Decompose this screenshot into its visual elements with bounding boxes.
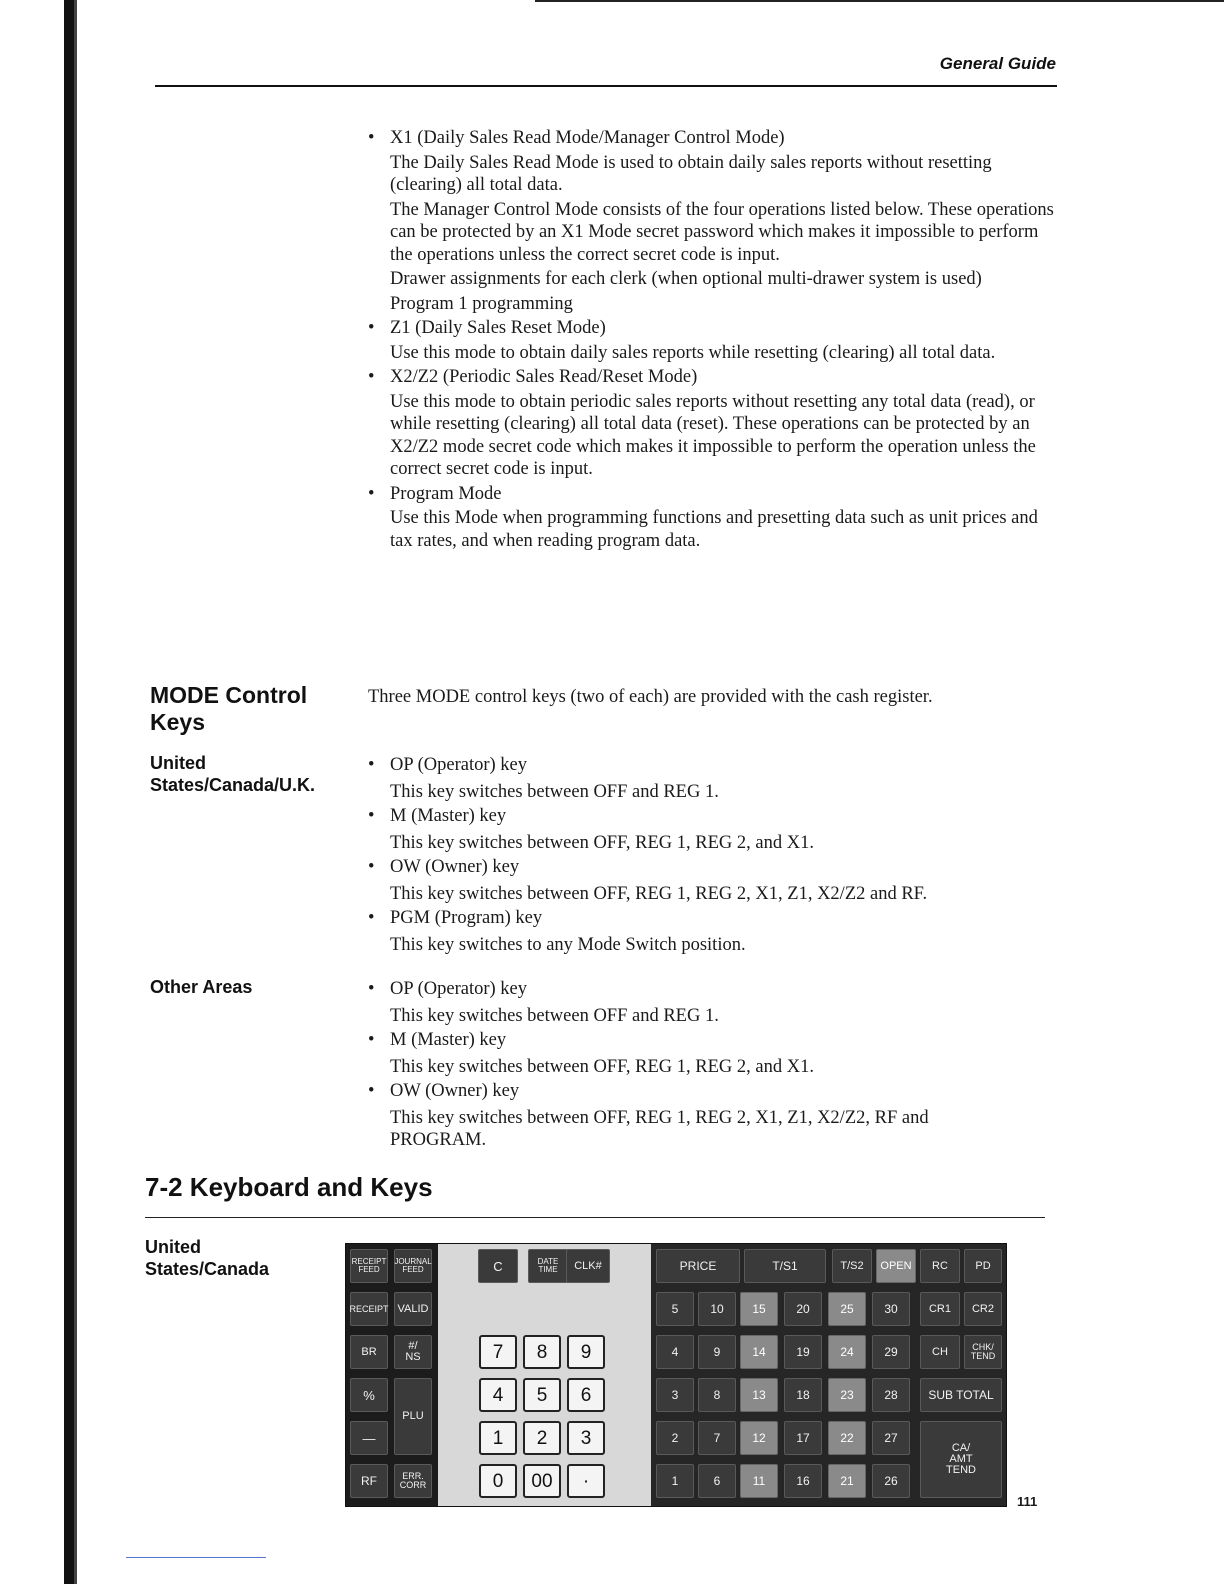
key-open: OPEN — [876, 1249, 916, 1283]
key-desc: This key switches between OFF and REG 1. — [390, 781, 719, 802]
list-item — [368, 907, 1058, 956]
key-ts2: T/S2 — [832, 1249, 872, 1283]
key-dept-3: 3 — [656, 1378, 694, 1412]
key-desc: This key switches between OFF, REG 1, REG 2, X1, Z1, X2/Z2, RF and PROGRAM. — [390, 1107, 929, 1150]
key-dept-9: 9 — [698, 1335, 736, 1369]
key-dept-19: 19 — [784, 1335, 822, 1369]
key-ts1: T/S1 — [744, 1249, 826, 1283]
key-dept-15: 15 — [740, 1292, 778, 1326]
key-dept-6: 6 — [698, 1464, 736, 1498]
key-ns: #/ NS — [394, 1335, 432, 1369]
mode-descriptions — [368, 127, 1058, 554]
key-dept-4: 4 — [656, 1335, 694, 1369]
key-pd: PD — [964, 1249, 1002, 1283]
mode-x2z2 — [368, 366, 1058, 481]
key-num-3: 3 — [567, 1421, 605, 1455]
list-item — [368, 754, 1058, 803]
list-item — [368, 978, 988, 1027]
list-item — [368, 856, 1058, 905]
key-num-4: 4 — [479, 1378, 517, 1412]
mode-control-intro: Three MODE control keys (two of each) are provided with the cash register. — [368, 687, 933, 707]
key-dept-18: 18 — [784, 1378, 822, 1412]
key-valid: VALID — [394, 1292, 432, 1326]
key-plu: PLU — [394, 1378, 432, 1455]
key-dept-5: 5 — [656, 1292, 694, 1326]
list-item — [368, 1080, 988, 1152]
other-areas-heading: Other Areas — [150, 977, 253, 997]
mode-paragraph: The Daily Sales Read Mode is used to obtain daily sales reports without resetting (clearing) all total data. — [390, 152, 992, 195]
key-dept-25: 25 — [828, 1292, 866, 1326]
key-cr1: CR1 — [920, 1292, 960, 1326]
mode-title: • X1 (Daily Sales Read Mode/Manager Control Mode) — [390, 128, 785, 148]
key-receipt: RECEIPT — [350, 1292, 388, 1326]
key-num-00: 00 — [523, 1464, 561, 1498]
key-dept-16: 16 — [784, 1464, 822, 1498]
key-num-7: 7 — [479, 1335, 517, 1369]
key-num-9: 9 — [567, 1335, 605, 1369]
key-desc: This key switches between OFF, REG 1, REG 2, and X1. — [390, 1056, 814, 1077]
key-title: • OW (Owner) key — [390, 1081, 520, 1101]
key-dept-14: 14 — [740, 1335, 778, 1369]
key-date-time: DATE TIME — [528, 1249, 568, 1283]
key-dept-10: 10 — [698, 1292, 736, 1326]
key-desc: This key switches to any Mode Switch position. — [390, 934, 746, 955]
keyboard-photo — [345, 1243, 1007, 1507]
key-dept-24: 24 — [828, 1335, 866, 1369]
key-dept-2: 2 — [656, 1421, 694, 1455]
key-num-2: 2 — [523, 1421, 561, 1455]
key-cr2: CR2 — [964, 1292, 1002, 1326]
key-dept-21: 21 — [828, 1464, 866, 1498]
key-ca-amt-tend: CA/ AMT TEND — [920, 1421, 1002, 1498]
footer-rule — [126, 1557, 266, 1558]
key-dept-17: 17 — [784, 1421, 822, 1455]
mode-x1 — [368, 127, 1058, 315]
key-dept-7: 7 — [698, 1421, 736, 1455]
key-title: • OP (Operator) key — [390, 979, 527, 999]
key-minus: — — [350, 1421, 388, 1455]
list-item — [368, 1029, 988, 1078]
top-edge-line — [535, 0, 1224, 2]
list-item — [368, 805, 1058, 854]
us-canada-uk-heading: United States/Canada/U.K. — [150, 753, 316, 795]
key-dept-12: 12 — [740, 1421, 778, 1455]
key-title: • OP (Operator) key — [390, 755, 527, 775]
key-num-point: · — [567, 1464, 605, 1498]
key-dept-27: 27 — [872, 1421, 910, 1455]
key-rf: RF — [350, 1464, 388, 1498]
key-dept-20: 20 — [784, 1292, 822, 1326]
mode-paragraph: Use this mode to obtain periodic sales reports without resetting any total data (read), or while resetting (clearing) all total data (reset). These operations can be protected by an X2/Z2 mode secret code which makes it impossible to perform the operation unless the correct secret code is input. — [390, 391, 1036, 479]
key-dept-23: 23 — [828, 1378, 866, 1412]
mode-control-heading: MODE Control Keys — [150, 682, 308, 735]
section-title: 7-2 Keyboard and Keys — [145, 1172, 433, 1202]
key-title: • M (Master) key — [390, 1030, 507, 1050]
key-num-8: 8 — [523, 1335, 561, 1369]
section-rule — [145, 1217, 1045, 1218]
key-num-5: 5 — [523, 1378, 561, 1412]
mode-paragraph: Drawer assignments for each clerk (when optional multi-drawer system is used) — [390, 269, 982, 289]
mode-paragraph: Program 1 programming — [390, 293, 573, 314]
key-dept-28: 28 — [872, 1378, 910, 1412]
key-title: • OW (Owner) key — [390, 857, 520, 877]
key-err-corr: ERR. CORR — [394, 1464, 432, 1498]
key-dept-13: 13 — [740, 1378, 778, 1412]
key-ch: CH — [920, 1335, 960, 1369]
other-areas-list — [368, 978, 988, 1154]
key-receipt-feed: RECEIPT FEED — [350, 1249, 388, 1283]
key-dept-1: 1 — [656, 1464, 694, 1498]
key-num-1: 1 — [479, 1421, 517, 1455]
key-clk: CLK# — [566, 1249, 610, 1283]
key-percent: % — [350, 1378, 388, 1412]
key-chk-tend: CHK/ TEND — [964, 1335, 1002, 1369]
key-dept-8: 8 — [698, 1378, 736, 1412]
mode-paragraph: Use this Mode when programming functions and presetting data such as unit prices and tax rates, and when reading program data. — [390, 508, 1038, 551]
mode-paragraph: Use this mode to obtain daily sales reports while resetting (clearing) all total data. — [390, 342, 996, 363]
key-price: PRICE — [656, 1249, 740, 1283]
mode-z1 — [368, 317, 1058, 364]
mode-title: • Z1 (Daily Sales Reset Mode) — [390, 318, 606, 338]
mode-title: • Program Mode — [390, 483, 502, 504]
us-canada-uk-list — [368, 754, 1058, 958]
book-spine — [0, 0, 80, 1584]
key-dept-11: 11 — [740, 1464, 778, 1498]
key-clear: C — [478, 1249, 518, 1283]
key-num-6: 6 — [567, 1378, 605, 1412]
region-heading: United States/Canada — [145, 1237, 270, 1279]
mode-paragraph: The Manager Control Mode consists of the four operations listed below. These operations can be protected by an X1 Mode secret password which makes it impossible to perform the operations unless the correct secret code is input. — [390, 199, 1054, 265]
header-rule — [155, 85, 1057, 87]
key-desc: This key switches between OFF, REG 1, REG 2, X1, Z1, X2/Z2 and RF. — [390, 883, 928, 904]
page-number: 111 — [1017, 1494, 1038, 1509]
key-dept-30: 30 — [872, 1292, 910, 1326]
key-title: • PGM (Program) key — [390, 908, 543, 928]
mode-program — [368, 483, 1058, 553]
key-title: • M (Master) key — [390, 806, 507, 826]
running-header: General Guide — [939, 54, 1056, 73]
key-dept-22: 22 — [828, 1421, 866, 1455]
key-br: BR — [350, 1335, 388, 1369]
key-journal-feed: JOURNAL FEED — [394, 1249, 432, 1283]
key-dept-26: 26 — [872, 1464, 910, 1498]
key-subtotal: SUB TOTAL — [920, 1378, 1002, 1412]
key-desc: This key switches between OFF, REG 1, REG 2, and X1. — [390, 832, 814, 853]
key-num-0: 0 — [479, 1464, 517, 1498]
key-desc: This key switches between OFF and REG 1. — [390, 1005, 719, 1026]
key-dept-29: 29 — [872, 1335, 910, 1369]
mode-title: • X2/Z2 (Periodic Sales Read/Reset Mode) — [390, 367, 698, 387]
key-rc: RC — [920, 1249, 960, 1283]
